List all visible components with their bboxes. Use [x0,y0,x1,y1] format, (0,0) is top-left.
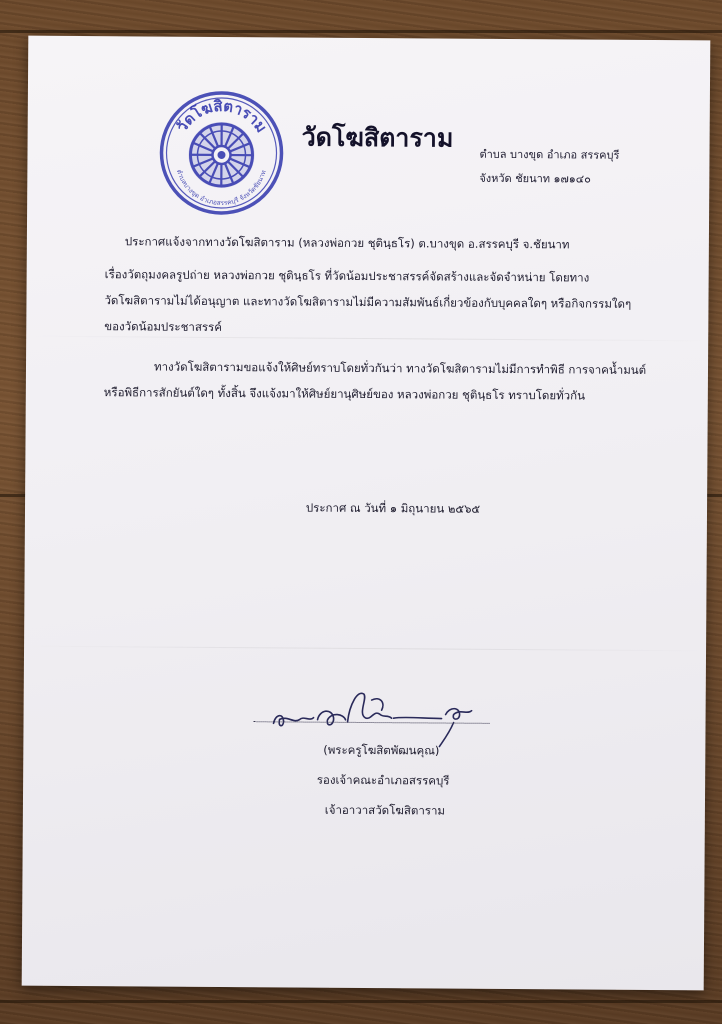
paragraph-2-line-2: หรือพิธีการสักยันต์ใดๆ ทั้งสิ้น จึงแจ้งมาให้ศิษย์ยานุศิษย์ของ หลวงพ่อกวย ชุตินฺธโร ทราบโดยทั่วกัน [103,385,586,403]
paragraph-1-line-1: เรื่องวัตถุมงคลรูปถ่าย หลวงพ่อกวย ชุตินฺธโร ที่วัดน้อมประชาสรรค์จัดสร้างและจัดจำหน่าย โดยทาง [104,267,590,285]
paper-crease [24,646,706,652]
signatory-position-2: เจ้าอาวาสวัดโฆสิตาราม [324,802,446,818]
announcement-heading: ประกาศแจ้งจากทางวัดโฆสิตาราม (หลวงพ่อกวย ชุตินฺธโร) ต.บางขุด อ.สรรคบุรี จ.ชัยนาท [124,234,570,252]
dharma-wheel-icon [188,122,254,188]
paragraph-1-line-2: วัดโฆสิตารามไม่ได้อนุญาต และทางวัดโฆสิตารามไม่มีความสัมพันธ์เกี่ยวข้องกับบุคคลใดๆ หรือกิจกรรมใดๆ [104,293,632,311]
wood-plank-seam [0,1000,722,1003]
wood-plank-seam [0,30,722,33]
temple-name-title: วัดโฆสิตาราม [301,122,454,153]
address-line-1: ตำบล บางขุด อำเภอ สรรคบุรี [479,147,620,162]
temple-seal-stamp [157,89,286,218]
paragraph-1-line-3: ของวัดน้อมประชาสรรค์ [104,319,222,334]
announcement-date: ประกาศ ณ วันที่ ๑ มิถุนายน ๒๕๖๕ [305,500,481,516]
seal-top-text: วัดโฆสิตาราม [172,96,271,136]
paper-crease [26,336,708,342]
paragraph-2-line-1: ทางวัดโฆสิตารามขอแจ้งให้ศิษย์ทราบโดยทั่วกันว่า ทางวัดโฆสิตารามไม่มีการทำพิธี การจาคน้ำมนต์ [153,359,647,377]
handwritten-signature [253,679,493,751]
signatory-name: (พระครูโฆสิตพัฒนคุณ) [323,742,440,758]
document-paper [22,36,711,991]
address-line-2: จังหวัด ชัยนาท ๑๗๑๔๐ [479,171,591,186]
seal-bottom-text: ตำบลบางขุด อำเภอสรรคบุรี จังหวัดชัยนาท [174,168,268,208]
signatory-position-1: รองเจ้าคณะอำเภอสรรคบุรี [316,772,450,788]
